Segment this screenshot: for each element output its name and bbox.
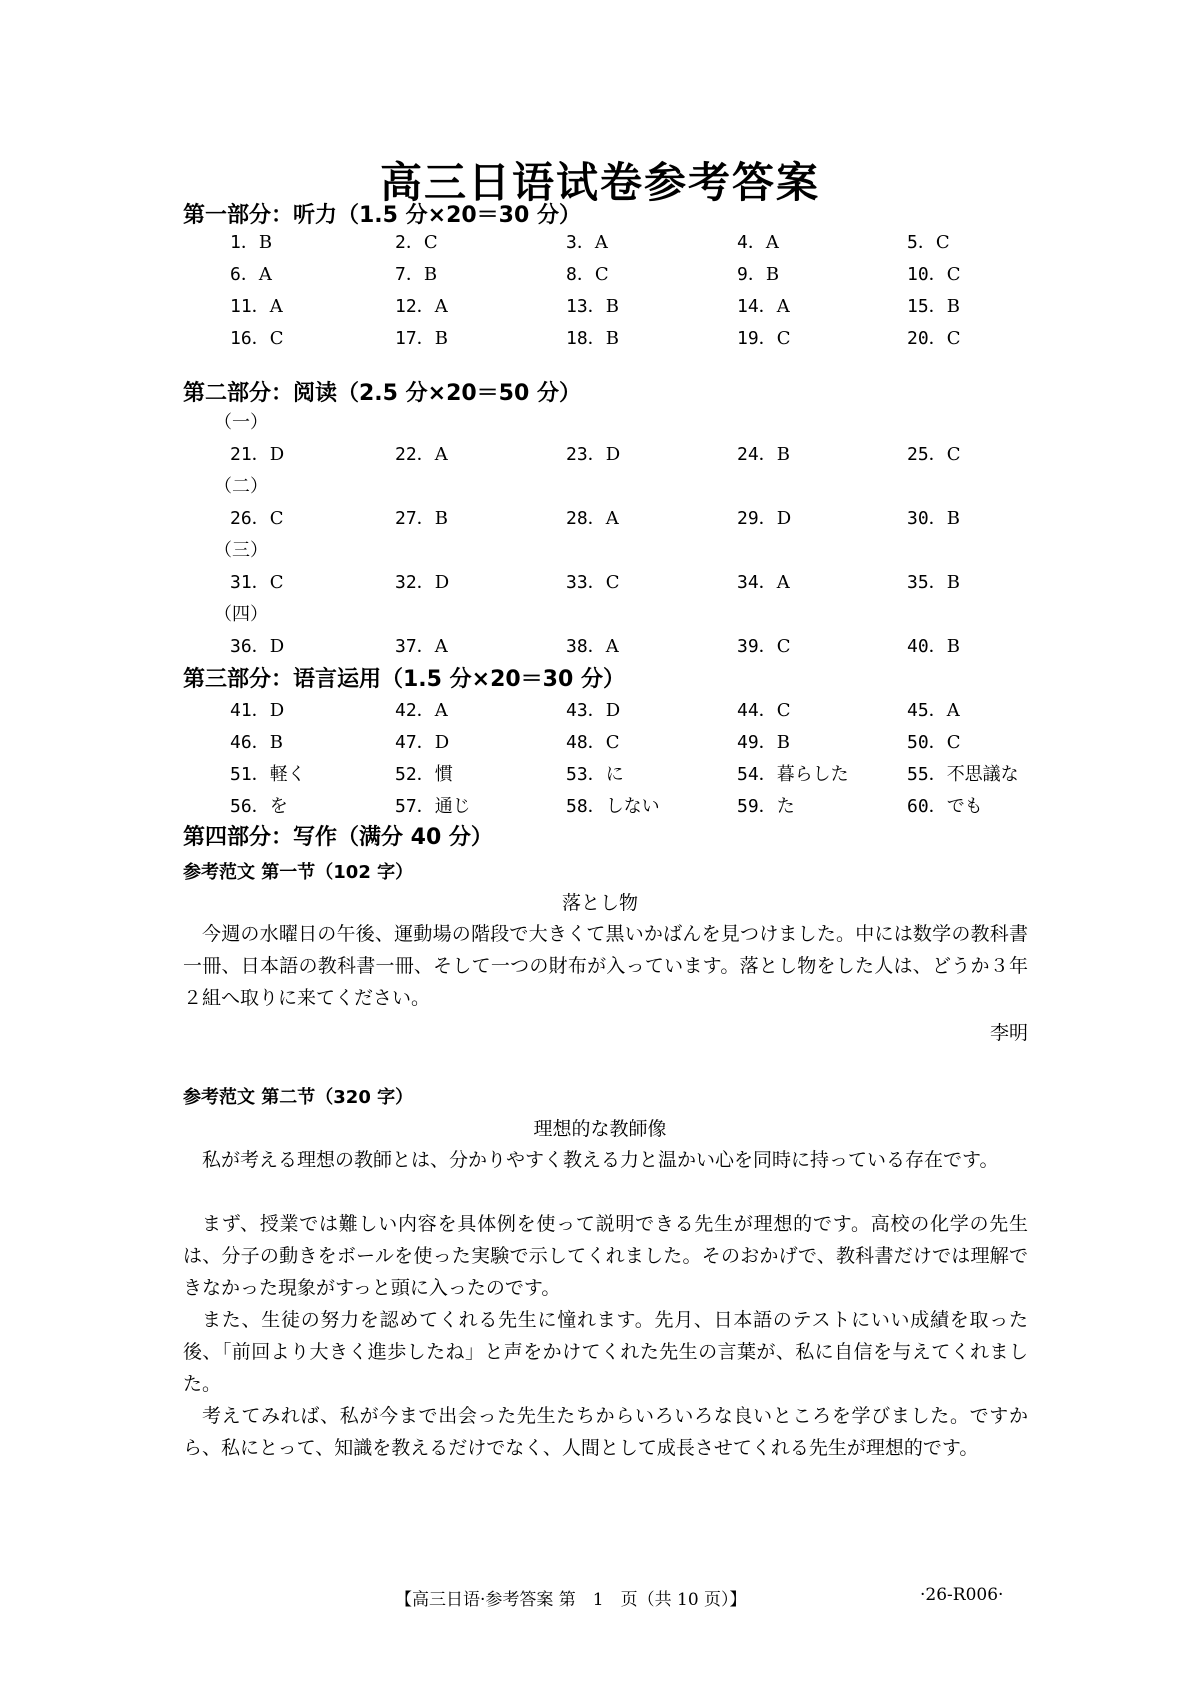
answer-item: 49．B <box>737 732 790 753</box>
answer-item: 18．B <box>566 328 619 349</box>
answer-item: 53．に <box>566 764 624 785</box>
answer-item: 13．B <box>566 296 619 317</box>
answer-item: 47．D <box>395 732 450 753</box>
essay1-title: 落とし物 <box>561 892 638 914</box>
answer-item: 48．C <box>566 732 620 753</box>
section-label: （三） <box>214 540 268 561</box>
part1-heading: 第一部分：听力（1.5 分×20＝30 分） <box>183 203 581 228</box>
answer-item: 54．暮らした <box>737 764 849 785</box>
answer-item: 36．D <box>230 636 285 657</box>
essay2-paragraph: 私が考える理想の教師とは、分かりやすく教える力と温かい心を同時に持っている存在です。 <box>202 1149 999 1171</box>
answer-item: 22．A <box>395 444 448 465</box>
part2-heading: 第二部分：阅读（2.5 分×20＝50 分） <box>183 381 581 406</box>
answer-item: 40．B <box>907 636 960 657</box>
answer-item: 58．しない <box>566 796 660 817</box>
answer-item: 51．軽く <box>230 764 306 785</box>
answer-item: 29．D <box>737 508 792 529</box>
essay1-author: 李明 <box>989 1022 1028 1044</box>
answer-item: 33．C <box>566 572 620 593</box>
answer-item: 9．B <box>737 264 780 285</box>
answer-item: 15．B <box>907 296 960 317</box>
section-label: （二） <box>214 476 268 497</box>
section-label: （一） <box>214 412 268 433</box>
page-title: 高三日语试卷参考答案 <box>379 158 820 207</box>
answer-item: 34．A <box>737 572 790 593</box>
answer-row <box>0 760 1200 790</box>
answer-row <box>0 568 1200 598</box>
answer-item: 17．B <box>395 328 448 349</box>
answer-item: 10．C <box>907 264 961 285</box>
part4-heading: 第四部分：写作（满分 40 分） <box>183 825 493 850</box>
answer-row <box>0 696 1200 726</box>
answer-item: 24．B <box>737 444 790 465</box>
answer-item: 32．D <box>395 572 450 593</box>
answer-item: 26．C <box>230 508 284 529</box>
answer-row <box>0 324 1200 354</box>
answer-item: 20．C <box>907 328 961 349</box>
answer-item: 28．A <box>566 508 619 529</box>
page-footer: 【高三日语·参考答案 第 1 页（共 10 页）】 <box>395 1590 747 1610</box>
answer-item: 41．D <box>230 700 285 721</box>
answer-item: 8．C <box>566 264 609 285</box>
answer-item: 42．A <box>395 700 448 721</box>
answer-item: 3．A <box>566 232 608 253</box>
answer-row <box>0 440 1200 470</box>
answer-item: 12．A <box>395 296 448 317</box>
answer-item: 6．A <box>230 264 272 285</box>
answer-item: 31．C <box>230 572 284 593</box>
answer-item: 27．B <box>395 508 448 529</box>
answer-item: 11．A <box>230 296 283 317</box>
answer-item: 59．た <box>737 796 795 817</box>
answer-item: 46．B <box>230 732 283 753</box>
answer-item: 21．D <box>230 444 285 465</box>
answer-item: 45．A <box>907 700 960 721</box>
answer-item: 38．A <box>566 636 619 657</box>
answer-item: 50．C <box>907 732 961 753</box>
essay2-paragraph: まず、授業では難しい内容を具体例を使って説明できる先生が理想的です。高校の化学の先生は、分子の動きをボールを使った実験で示してくれました。そのおかげで、教科書だけでは理解できなかった現象がすっと頭に入ったのです。 <box>183 1213 1028 1299</box>
answer-row <box>0 228 1200 258</box>
answer-item: 56．を <box>230 796 288 817</box>
answer-item: 30．B <box>907 508 960 529</box>
answer-row <box>0 504 1200 534</box>
essay1-paragraph: 今週の水曜日の午後、運動場の階段で大きくて黒いかばんを見つけました。中には数学の教科書一冊、日本語の教科書一冊、そして一つの財布が入っています。落とし物をした人は、どうか３年２組へ取りに来てください。 <box>183 923 1028 1009</box>
part3-heading: 第三部分：语言运用（1.5 分×20＝30 分） <box>183 667 625 692</box>
answer-item: 35．B <box>907 572 960 593</box>
answer-item: 39．C <box>737 636 791 657</box>
answer-row <box>0 260 1200 290</box>
essay2-title: 理想的な教師像 <box>533 1118 667 1140</box>
answer-item: 1．B <box>230 232 273 253</box>
answer-item: 37．A <box>395 636 448 657</box>
answer-item: 23．D <box>566 444 621 465</box>
answer-row <box>0 792 1200 822</box>
answer-item: 7．B <box>395 264 438 285</box>
essay2-paragraph: 考えてみれば、私が今まで出会った先生たちからいろいろな良いところを学びました。ですから、私にとって、知識を教えるだけでなく、人間として成長させてくれる先生が理想的です。 <box>183 1405 1028 1459</box>
answer-item: 55．不思議な <box>907 764 1019 785</box>
essay2-heading: 参考范文 第二节（320 字） <box>183 1087 414 1108</box>
answer-item: 44．C <box>737 700 791 721</box>
answer-item: 52．慣 <box>395 764 453 785</box>
essay1-heading: 参考范文 第一节（102 字） <box>183 862 414 883</box>
section-label: （四） <box>214 604 268 625</box>
answer-item: 5．C <box>907 232 950 253</box>
answer-item: 16．C <box>230 328 284 349</box>
answer-item: 2．C <box>395 232 438 253</box>
essay2-paragraph: また、生徒の努力を認めてくれる先生に憧れます。先月、日本語のテストにいい成績を取った後、「前回より大きく進歩したね」と声をかけてくれた先生の言葉が、私に自信を与えてくれました。 <box>183 1309 1028 1395</box>
answer-row <box>0 728 1200 758</box>
answer-item: 4．A <box>737 232 779 253</box>
answer-item: 25．C <box>907 444 961 465</box>
answer-item: 60．でも <box>907 796 983 817</box>
answer-item: 19．C <box>737 328 791 349</box>
answer-item: 43．D <box>566 700 621 721</box>
answer-row <box>0 292 1200 322</box>
answer-item: 57．通じ <box>395 796 471 817</box>
answer-row <box>0 632 1200 662</box>
answer-item: 14．A <box>737 296 790 317</box>
document-code: ·26-R006· <box>920 1585 1004 1605</box>
